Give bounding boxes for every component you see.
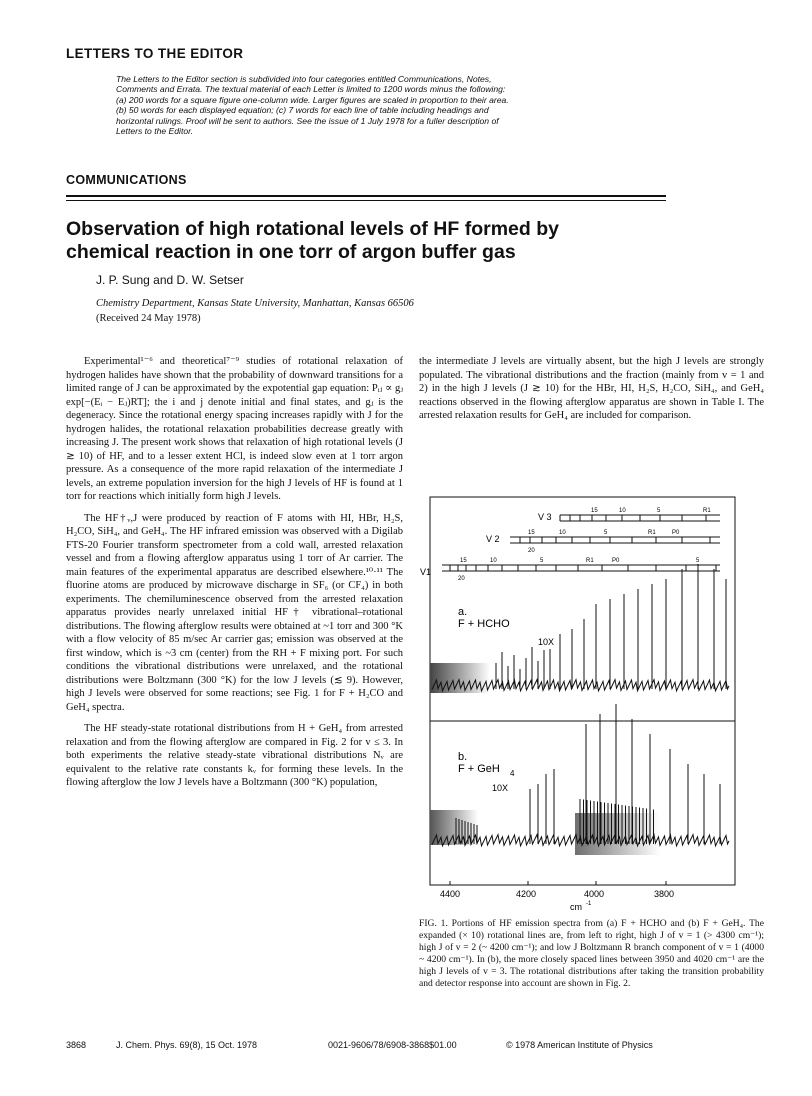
- title-rule: [66, 195, 666, 197]
- section-header: LETTERS TO THE EDITOR: [66, 46, 244, 61]
- left-column: [66, 355, 403, 798]
- tick-label: 5: [696, 558, 700, 564]
- paragraph: Experimental¹⁻⁶ and theoretical⁷⁻⁹ studies of rotational relaxation of hydrogen halides have shown that the probability of downward transitions for a limited range of J can be approximated by the expotential gap equation: Pᵢⱼ ∝ gⱼ exp[−(Eᵢ − Eⱼ)RT]; the i and j denote initial and final states, and gⱼ is the degeneracy. Since the rotational energy spacing increases rapidly with J for the hydrogen halides, the rotational relaxation probabilities decrease greatly with increasing J. The present work shows that relaxation of high rotational levels (J ≳ 10) of HF, and to a lesser extent HCl, is indeed slow even at 1 torr argon pressure. As a consequence of the more rapid relaxation of the intermediate J levels, an extreme population inversion for the high J levels of HF is found at 1 torr for reactions which initially form high J levels.: [66, 356, 403, 502]
- authors: J. P. Sung and D. W. Setser: [96, 273, 244, 287]
- tick-label: P0: [672, 530, 680, 536]
- tick-label: 20: [458, 576, 465, 582]
- received-date: (Received 24 May 1978): [96, 313, 201, 324]
- panel-b-reaction: F + GeH: [458, 763, 500, 775]
- tick-label: 5: [604, 530, 608, 536]
- editor-note-text: The Letters to the Editor section is subdivided into four categories entitled Communications, Notes, Comments and Errata. The textual material of each Letter is limited to 1200 words minus the following: (a) 200 words for a square figure one-column wide. Larger figures are scaled in proportion to their area. (b) 50 words for each displayed equation; (c) 7 words for each line of table including headings and horizontal rulings. Proof will be sent to authors. See the issue of 1 July 1978 for a fuller description of Letters to the Editor.: [116, 74, 509, 137]
- editor-note: [116, 74, 516, 136]
- v1-label: V1: [420, 567, 432, 577]
- title-rule-thin: [66, 200, 666, 201]
- v3-label: V 3: [538, 512, 552, 522]
- tick-label: 10: [559, 530, 566, 536]
- tick-label: R1: [586, 558, 594, 564]
- panel-b-subscript: 4: [510, 769, 515, 778]
- tick-label: 10: [490, 558, 497, 564]
- x-axis-unit-exponent: -1: [586, 901, 592, 907]
- panel-b-scale: 10X: [492, 783, 509, 793]
- ladder-v2: [510, 537, 720, 543]
- page-number: 3868: [66, 1040, 87, 1050]
- figure-caption: [419, 918, 764, 998]
- paragraph: The HF steady-state rotational distributions from H + GeH₄ from arrested relaxation and from the flowing afterglow are compared in Fig. 2 for v ≤ 3. In both experiments the relative steady-state vibrational distributions Nᵥ are equivalent to the relative rate constants kᵥ for forming these levels. In the flowing afterglow the low J levels have a Boltzmann (300 °K) population,: [66, 723, 403, 788]
- ladder-v3: [560, 515, 720, 521]
- figure-1: [420, 495, 750, 915]
- paragraph: the intermediate J levels are virtually absent, but the high J levels are strongly populated. The vibrational distributions and the fraction (mainly from v = 1 and 2) in the high J levels (J ≳ 10) for the HBr, HI, H₂S, H₂CO, SiH₄, and GeH₄ reactions observed in the flowing afterglow apparatus are shown in Table I. The arrested relaxation results for GeH₄ are included for comparison.: [419, 356, 764, 421]
- paragraph: The HF†ᵥ,J were produced by reaction of F atoms with HI, HBr, H₂S, H₂CO, SiH₄, and GeH₄. The HF infrared emission was observed with a Digilab FTS-20 Fourier transform spectrometer from a cold wall, arrested relaxation vessel and from a flowing afterglow apparatus using 1 torr of Ar carrier. The main features of the experimental apparatus are described elsewhere.¹⁰·¹¹ The fluorine atoms are produced by microwave discharge in SF₆ (or CF₄) in both experiments. The chemiluminescence observed from the arrested relaxation apparatus provides nearly unrelaxed initial HF† vibrational–rotational distributions. The flowing afterglow results were obtained at ~1 torr and 300 °K with a flow velocity of 85 m/sec Ar carrier gas; emission was observed at the first window, which is ~3 cm (center) from the RH + F mixing port. For such conditions the vibrational distributions were unrelaxed, and the rotational distributions were Boltzmann (300 °K) for the low J levels (≲ 9). However, high J levels were observed for some reactions; see Fig. 1 for F + H₂CO and GeH₄ spectra.: [66, 512, 403, 713]
- caption-text: FIG. 1. Portions of HF emission spectra from (a) F + HCHO and (b) F + GeH₄. The expanded (× 10) rotational lines are, from left to right, high J of v = 1 (> 4300 cm⁻¹); high J of v = 2 (~ 4200 cm⁻¹); and low J Boltzmann R branch component of v = 1 (4000 ~ 4200 cm⁻¹). In (b), the more closely spaced lines between 3950 and 4020 cm⁻¹ are the high J levels of v = 3. The rotational distributions after taking the transition probability and detector response into account are shown in Fig. 2.: [419, 918, 764, 989]
- tick-label: 5: [657, 508, 661, 514]
- v2-label: V 2: [486, 534, 500, 544]
- tick-label: P0: [612, 558, 620, 564]
- tick-label: 15: [460, 558, 467, 564]
- tick-label: 20: [528, 548, 535, 554]
- journal-citation: J. Chem. Phys. 69(8), 15 Oct. 1978: [116, 1040, 258, 1050]
- x-axis-unit: cm: [570, 902, 582, 912]
- copyright: © 1978 American Institute of Physics: [506, 1040, 653, 1050]
- category-heading: COMMUNICATIONS: [66, 173, 187, 187]
- x-tick-label: 3800: [654, 889, 675, 899]
- article-code: 0021-9606/78/6908-3868$01.00: [328, 1040, 457, 1050]
- tick-label: R1: [703, 508, 711, 514]
- x-tick-label: 4400: [440, 889, 461, 899]
- x-tick-label: 4200: [516, 889, 537, 899]
- panel-a-letter: a.: [458, 606, 468, 618]
- paper-title: Observation of high rotational levels of HF formed by chemical reaction in one torr of argon buffer gas: [66, 218, 559, 263]
- ladder-v1: [442, 565, 720, 571]
- tick-label: 15: [528, 530, 535, 536]
- tick-label: 5: [540, 558, 544, 564]
- tick-label: 15: [591, 508, 598, 514]
- tick-label: R1: [648, 530, 656, 536]
- right-column-top: [419, 355, 764, 431]
- emission-spectra-plot: [420, 495, 750, 915]
- panel-a-reaction: F + HCHO: [458, 618, 510, 630]
- tick-label: 10: [619, 508, 626, 514]
- affiliation: Chemistry Department, Kansas State University, Manhattan, Kansas 66506: [96, 298, 414, 309]
- panel-a-scale: 10X: [538, 637, 555, 647]
- panel-b-shading-2: [575, 813, 660, 855]
- x-tick-label: 4000: [584, 889, 605, 899]
- panel-b-letter: b.: [458, 751, 468, 763]
